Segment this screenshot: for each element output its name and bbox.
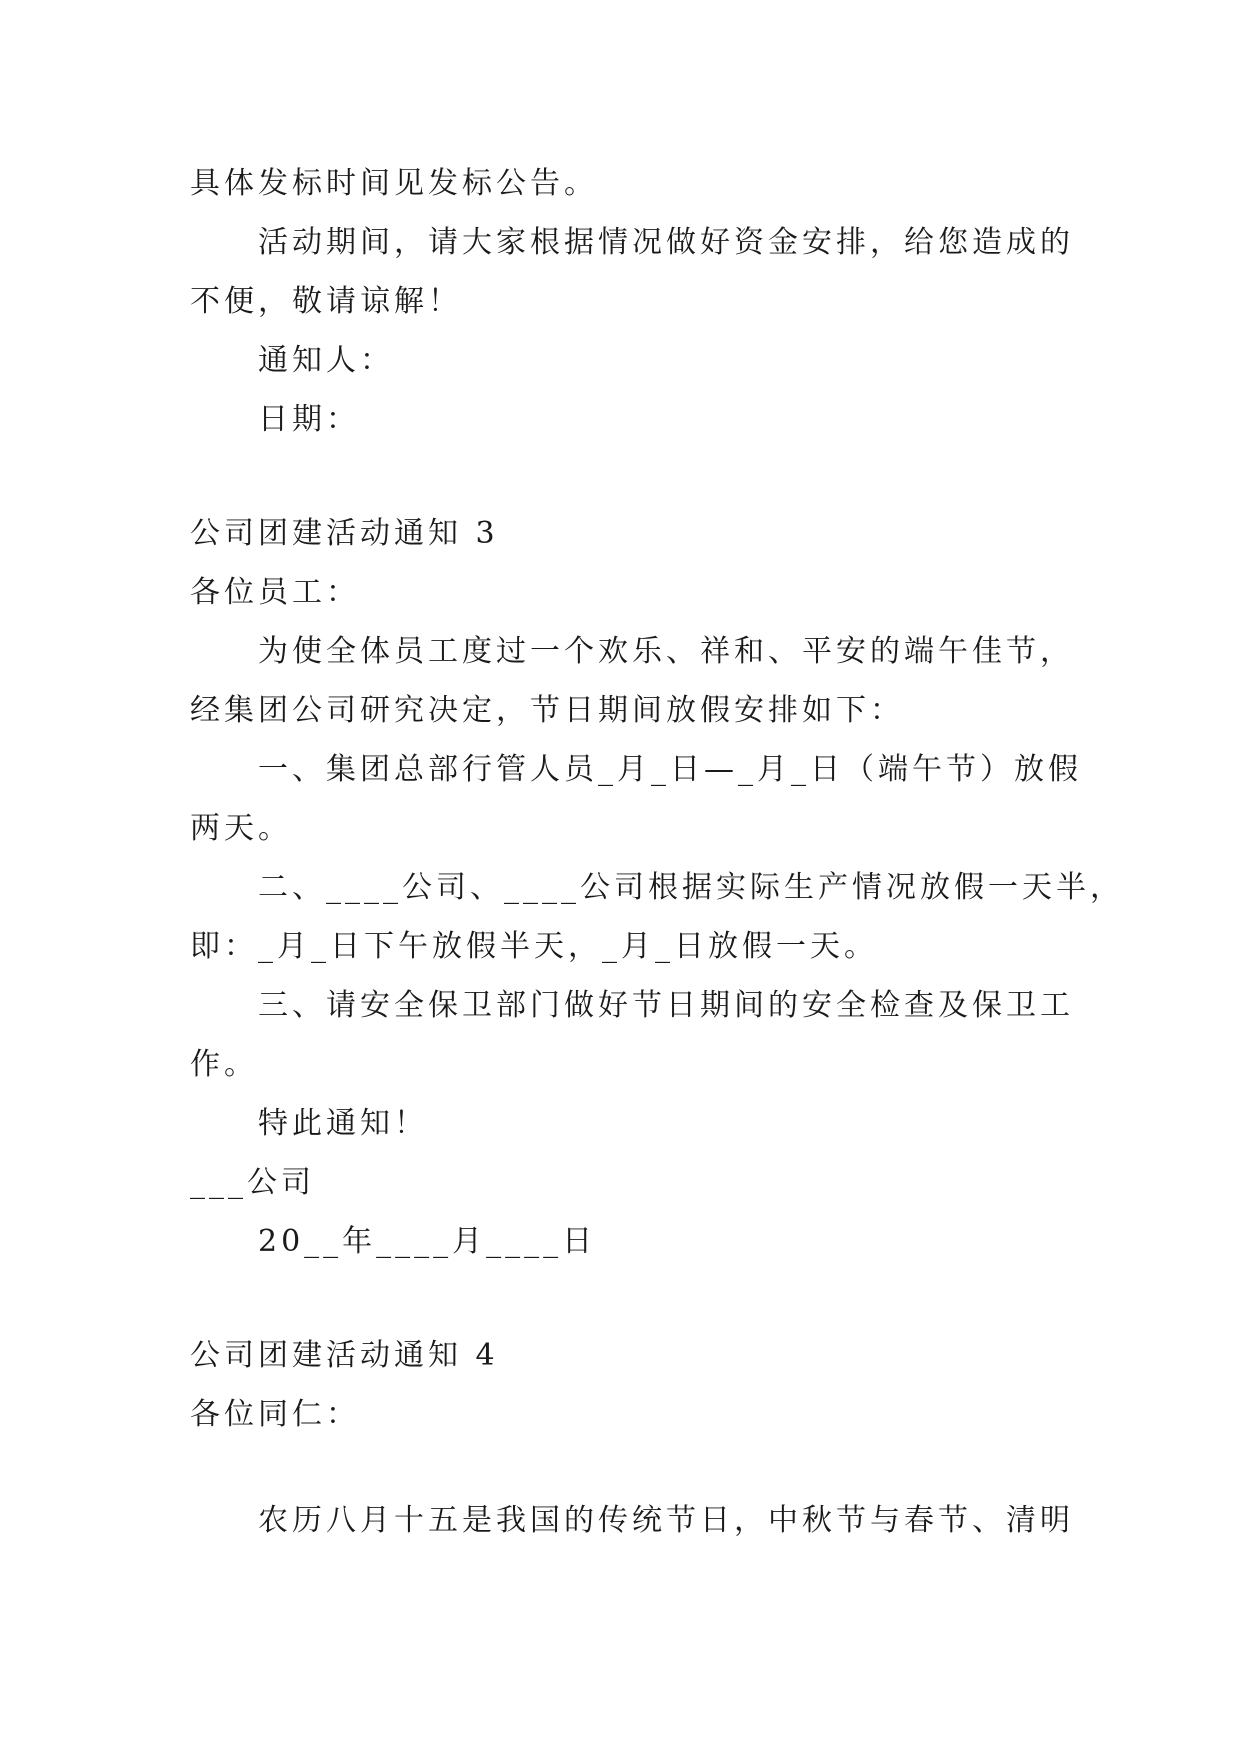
paragraph-line: 二、____公司、____公司根据实际生产情况放假一天半， — [258, 870, 1124, 905]
paragraph-line: 农历八月十五是我国的传统节日，中秋节与春节、清明 — [258, 1503, 1074, 1538]
paragraph-line: 经集团公司研究决定，节日期间放假安排如下： — [190, 693, 904, 728]
paragraph-line: 一、集团总部行管人员_月_日—_月_日（端午节）放假 — [258, 752, 1082, 787]
signature-label: 通知人： — [258, 343, 394, 378]
paragraph-line: 具体发标时间见发标公告。 — [190, 166, 598, 201]
date-label: 日期： — [258, 402, 360, 437]
salutation: 各位同仁： — [190, 1397, 360, 1432]
section-title: 公司团建活动通知 3 — [190, 516, 499, 551]
company-signature: ___公司 — [190, 1165, 315, 1200]
paragraph-line: 三、请安全保卫部门做好节日期间的安全检查及保卫工 — [258, 988, 1074, 1023]
section-title: 公司团建活动通知 4 — [190, 1338, 499, 1373]
paragraph-line: 作。 — [190, 1047, 258, 1082]
paragraph-line: 活动期间，请大家根据情况做好资金安排，给您造成的 — [258, 225, 1074, 260]
paragraph-line: 即：_月_日下午放假半天，_月_日放假一天。 — [190, 929, 878, 964]
salutation: 各位员工： — [190, 575, 360, 610]
paragraph-line: 为使全体员工度过一个欢乐、祥和、平安的端午佳节， — [258, 634, 1074, 669]
paragraph-line: 两天。 — [190, 811, 292, 846]
closing-line: 特此通知！ — [258, 1106, 428, 1141]
date-line: 20__年____月____日 — [258, 1224, 597, 1259]
paragraph-line: 不便，敬请谅解！ — [190, 284, 462, 319]
